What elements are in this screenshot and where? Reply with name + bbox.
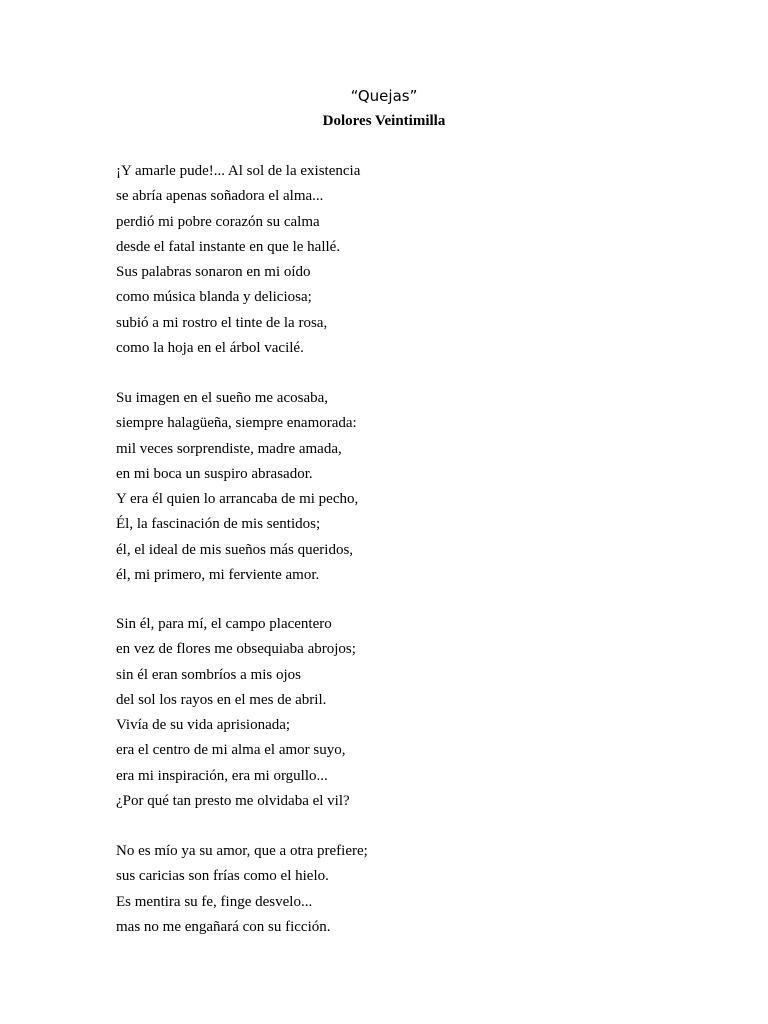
verse-line: perdió mi pobre corazón su calma <box>116 213 320 230</box>
verse-line: siempre halagüeña, siempre enamorada: <box>116 415 357 432</box>
verse-line: sus caricias son frías como el hielo. <box>116 868 329 885</box>
verse-line: ¿Por qué tan presto me olvidaba el vil? <box>116 793 350 810</box>
verse-line: Su imagen en el sueño me acosaba, <box>116 390 329 406</box>
verse-line: Y era él quien lo arrancaba de mi pecho, <box>116 491 359 508</box>
verse-line: él, el ideal de mis sueños más queridos, <box>116 541 354 558</box>
verse-line: Sin él, para mí, el campo placentero <box>116 616 332 632</box>
verse-line: él, mi primero, mi ferviente amor. <box>116 567 320 584</box>
verse-line: mas no me engañará con su ficción. <box>116 918 331 935</box>
verse-line: Es mentira su fe, finge desvelo... <box>116 893 313 910</box>
verse-line: como la hoja en el árbol vacilé. <box>116 340 304 357</box>
stanza-3 <box>116 612 716 814</box>
verse-line: Vivía de su vida aprisionada; <box>116 717 291 734</box>
verse-line: como música blanda y deliciosa; <box>116 289 312 306</box>
stanza-1 <box>116 159 716 361</box>
verse-line: Él, la fascinación de mis sentidos; <box>116 516 321 533</box>
verse-line: era mi inspiración, era mi orgullo... <box>116 767 328 784</box>
verse-line: se abría apenas soñadora el alma... <box>116 188 324 205</box>
stanza-4 <box>116 839 716 940</box>
verse-line: ¡Y amarle pude!... Al sol de la existencia <box>116 163 361 179</box>
verse-line: en vez de flores me obsequiaba abrojos; <box>116 641 356 658</box>
verse-line: en mi boca un suspiro abrasador. <box>116 465 313 482</box>
verse-line: desde el fatal instante en que le hallé. <box>116 238 341 255</box>
verse-line: mil veces sorprendiste, madre amada, <box>116 440 342 457</box>
verse-line: Sus palabras sonaron en mi oído <box>116 264 311 281</box>
verse-line: sin él eran sombríos a mis ojos <box>116 666 301 683</box>
verse-line: No es mío ya su amor, que a otra prefiere; <box>116 843 368 859</box>
poem-title: “Quejas” <box>350 87 418 105</box>
stanza-2 <box>116 386 716 588</box>
verse-line: era el centro de mi alma el amor suyo, <box>116 742 346 759</box>
poem-author: Dolores Veintimilla <box>322 113 446 129</box>
verse-line: subió a mi rostro el tinte de la rosa, <box>116 314 328 331</box>
verse-line: del sol los rayos en el mes de abril. <box>116 691 327 708</box>
